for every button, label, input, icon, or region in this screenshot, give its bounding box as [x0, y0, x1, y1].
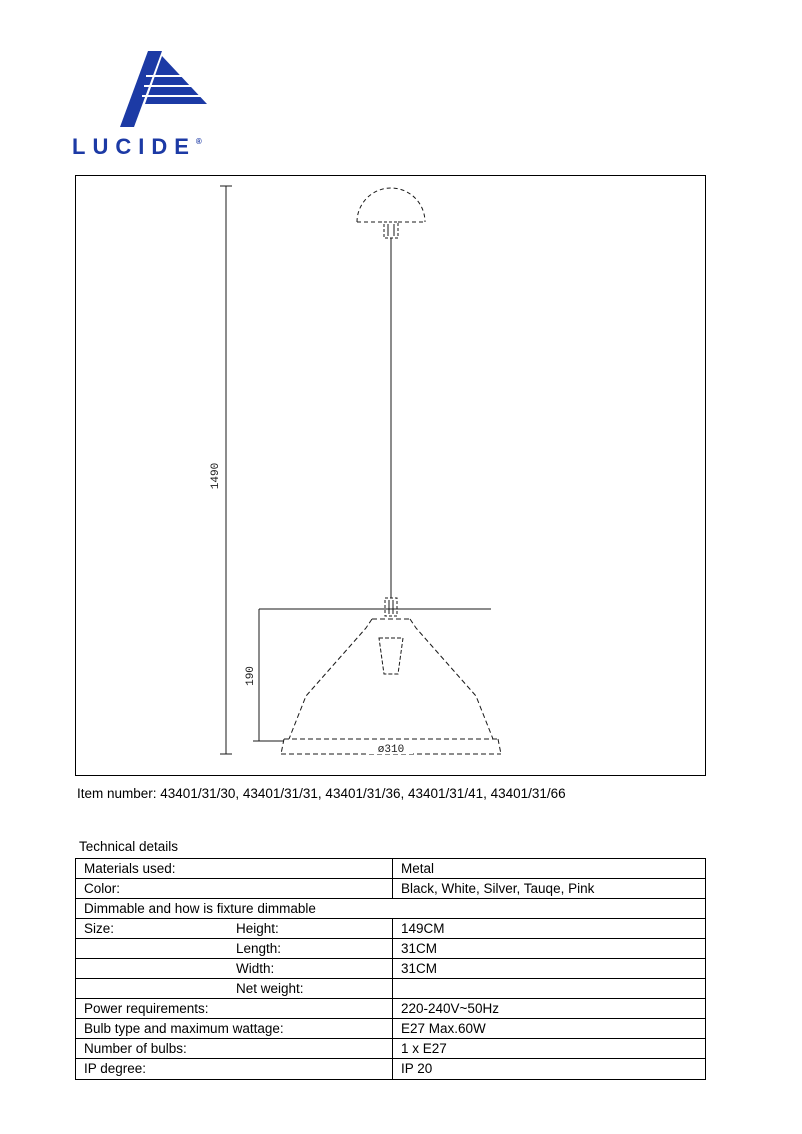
spec-value-cell	[392, 959, 705, 978]
technical-details-heading: Technical details	[79, 839, 179, 854]
table-row-ip-degree	[76, 1059, 705, 1079]
spec-sublabel: Width:	[236, 961, 275, 976]
shade-outline	[289, 619, 493, 739]
spec-label: Dimmable and how is fixture dimmable	[84, 901, 316, 916]
spec-label: Bulb type and maximum wattage:	[84, 1021, 284, 1036]
spec-value: Black, White, Silver, Tauqe, Pink	[401, 881, 595, 896]
spec-label-cell	[76, 859, 392, 878]
spec-sublabel: Net weight:	[236, 981, 304, 996]
spec-label-cell	[76, 879, 392, 898]
dimension-line-shade-height	[253, 609, 491, 741]
spec-label-cell	[76, 999, 392, 1018]
spec-label: Materials used:	[84, 861, 176, 876]
table-row-dimmable	[76, 899, 705, 919]
spec-value-cell	[392, 999, 705, 1018]
spec-label-cell	[76, 919, 392, 938]
spec-value: 31CM	[401, 941, 438, 956]
table-row-color	[76, 879, 705, 899]
technical-drawing-frame	[75, 175, 706, 776]
spec-label: Number of bulbs:	[84, 1041, 187, 1056]
brand-logo	[72, 48, 232, 160]
spec-label-cell	[76, 1019, 392, 1038]
spec-value-cell	[392, 1019, 705, 1038]
spec-label-cell	[76, 939, 392, 958]
spec-label-cell	[76, 959, 392, 978]
table-row-materials	[76, 859, 705, 879]
brand-wordmark: LUCIDE	[72, 134, 196, 159]
ceiling-canopy	[357, 188, 425, 222]
lucide-logo-icon	[112, 48, 212, 130]
spec-label-cell	[76, 899, 705, 918]
spec-label-cell	[76, 1039, 392, 1058]
dim-diameter-label: ø310	[377, 744, 405, 756]
spec-label-cell	[76, 979, 392, 998]
spec-value-cell	[392, 1059, 705, 1079]
item-number-line: Item number: 43401/31/30, 43401/31/31, 43401/31/36, 43401/31/41, 43401/31/66	[77, 786, 566, 801]
lamp-holder	[385, 598, 397, 616]
spec-value: IP 20	[401, 1061, 433, 1076]
spec-value: 1 x E27	[401, 1041, 447, 1056]
spec-value: 31CM	[401, 961, 438, 976]
table-row-net-weight	[76, 979, 705, 999]
spec-value-cell	[392, 939, 705, 958]
spec-label: Power requirements:	[84, 1001, 209, 1016]
spec-value: E27 Max.60W	[401, 1021, 486, 1036]
spec-value-cell	[392, 919, 705, 938]
spec-label: IP degree:	[84, 1061, 147, 1076]
table-row-length	[76, 939, 705, 959]
spec-value: 149CM	[401, 921, 445, 936]
spec-value: 220-240V~50Hz	[401, 1001, 499, 1016]
pendant-lamp-drawing	[76, 176, 705, 775]
technical-details-table	[75, 858, 706, 1080]
table-row-size-height	[76, 919, 705, 939]
cord-connector	[384, 222, 398, 238]
spec-sublabel: Height:	[236, 921, 279, 936]
registered-trademark: ®	[195, 137, 202, 146]
table-row-width	[76, 959, 705, 979]
socket-inner	[379, 638, 403, 674]
spec-value-cell	[392, 859, 705, 878]
table-row-power	[76, 999, 705, 1019]
dim-total-height-label: 1490	[210, 462, 222, 490]
spec-label: Color:	[84, 881, 121, 896]
spec-label: Size:	[84, 921, 115, 936]
brand-name	[72, 134, 232, 160]
spec-label-cell	[76, 1059, 392, 1079]
table-row-bulb-count	[76, 1039, 705, 1059]
spec-value-cell	[392, 1039, 705, 1058]
dim-shade-height-label: 190	[245, 666, 257, 686]
spec-value-cell	[392, 879, 705, 898]
table-row-bulb-type	[76, 1019, 705, 1039]
spec-sublabel: Length:	[236, 941, 282, 956]
spec-value: Metal	[401, 861, 435, 876]
spec-value-cell	[392, 979, 705, 998]
